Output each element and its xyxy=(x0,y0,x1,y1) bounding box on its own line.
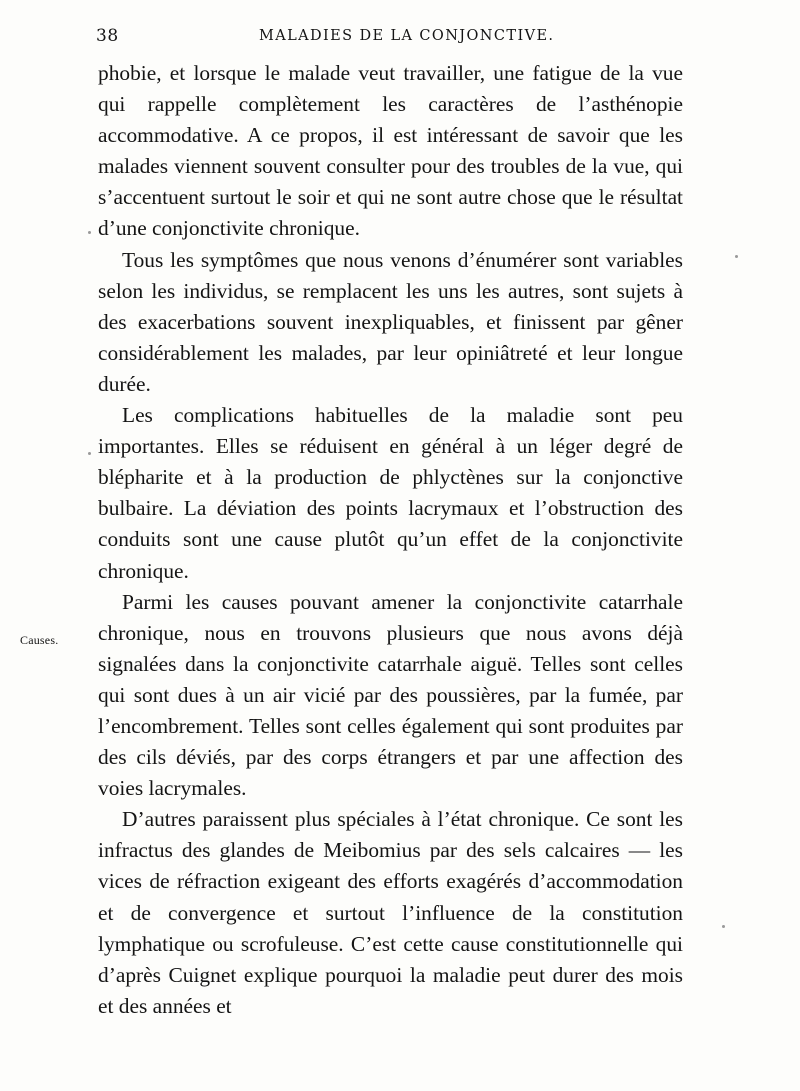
paper-speck xyxy=(88,231,91,234)
paragraph: D’autres paraissent plus spéciales à l’état chronique. Ce sont les infractus des glandes de Meibomius par des sels calcaires — les vices de réfraction exigeant des efforts exagérés d’accommodation et de convergence et surtout l’influence de la constitution lymphatique ou scrofuleuse. C’est cette cause constitutionnelle qui d’après Cuignet explique pourquoi la maladie peut durer des mois et des années et xyxy=(98,807,683,1018)
paragraph: Les complications habituelles de la maladie sont peu importantes. Elles se réduisent en général à un léger degré de blépharite et à la production de phlyctènes sur la conjonctive bulbaire. La déviation des points lacrymaux et l’obstruction des conduits sont une cause plutôt qu’un effet de la conjonctivite chronique. xyxy=(98,403,683,583)
running-head: MALADIES DE LA CONJONCTIVE. xyxy=(259,28,555,44)
body-text xyxy=(98,58,683,1022)
paper-speck xyxy=(88,452,91,455)
margin-note-causes: Causes. xyxy=(20,633,59,647)
paragraph: Parmi les causes pouvant amener la conjonctivite catarrhale chronique, nous en trouvons plusieurs que nous avons déjà signalées dans la conjonctivite catarrhale aiguë. Telles sont celles qui sont dues à un air vicié par des poussières, par la fumée, par l’encombrement. Telles sont celles également qui sont produites par des cils déviés, par des corps étrangers et par une affection des voies lacrymales. xyxy=(98,589,683,801)
page-header xyxy=(96,26,686,50)
page-number: 38 xyxy=(96,26,119,46)
paragraph: phobie, et lorsque le malade veut travailler, une fatigue de la vue qui rappelle complètement les caractères de l’asthénopie accommodative. A ce propos, il est intéressant de savoir que les malades viennent souvent consulter pour des troubles de la vue, qui s’accentuent surtout le soir et qui ne sont autre chose que le résultat d’une conjonctivite chronique. xyxy=(98,61,683,241)
paragraph: Tous les symptômes que nous venons d’énumérer sont variables selon les individus, se remplacent les uns les autres, sont sujets à des exacerbations souvent inexpliquables, et finissent par gêner considérablement les malades, par leur opiniâtreté et leur longue durée. xyxy=(98,247,683,396)
paper-speck xyxy=(722,925,725,928)
paper-speck xyxy=(735,255,738,258)
